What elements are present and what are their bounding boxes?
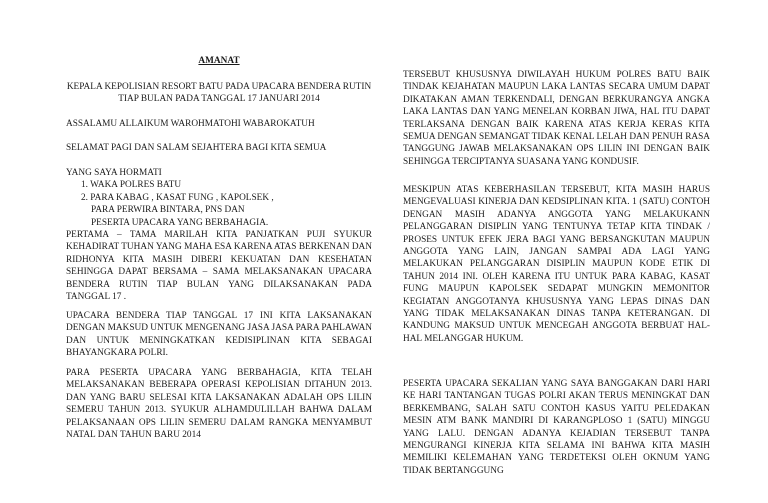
- document-title: AMANAT: [198, 56, 240, 66]
- body-paragraph: UPACARA BENDERA TIAP TANGGAL 17 INI KITA LAKSANAKAN DENGAN MAKSUD UNTUK MENGENANG JASA JASA PARA PAHLAWAN DAN UNTUK MENINGKATKAN KEDISIPLINAN KITA SEBAGAI BHAYANGKARA POLRI.: [66, 311, 372, 359]
- honorific-item: 1. WAKA POLRES BATU: [81, 180, 182, 191]
- honorific-intro: YANG SAYA HORMATI: [66, 168, 162, 178]
- body-paragraph: PARA PESERTA UPACARA YANG BERBAHAGIA, KITA TELAH MELAKSANAKAN BEBERAPA OPERASI KEPOLISIAN DITAHUN 2013. DAN YANG BARU SELESAI KITA LAKSANAKAN ADALAH OPS LILIN SEMERU TAHUN 2013. SYUKUR ALHAMDULILLAH BAHWA DALAM PELAKSANAAN OPS LILIN SEMERU DALAM RANGKA MENYAMBUT NATAL DAN TAHUN BARU 2014: [66, 368, 372, 441]
- greeting-salutation: SELAMAT PAGI DAN SALAM SEJAHTERA BAGI KITA SEMUA: [66, 143, 327, 153]
- honorific-item: PESERTA UPACARA YANG BERBAHAGIA.: [91, 217, 269, 228]
- body-paragraph: PERTAMA – TAMA MARILAH KITA PANJATKAN PUJI SYUKUR KEHADIRAT TUHAN YANG MAHA ESA KARENA ATAS BERKENAN DAN RIDHONYA KITA MASIH DIBERI KEKUATAN DAN KESEHATAN SEHINGGA DAPAT BERSAMA – SAMA MELAKSANAKAN UPACARA BENDERA RUTIN TIAP BULAN YANG DILAKSANAKAN PADA TANGGAL 17 .: [66, 230, 372, 303]
- honorific-list: [66, 167, 372, 229]
- body-paragraph: PESERTA UPACARA SEKALIAN YANG SAYA BANGGAKAN DARI HARI KE HARI TANTANGAN TUGAS POLRI AKAN TERUS MENINGKAT DAN BERKEMBANG, SALAH SATU CONTOH KASUS YAITU PELEDAKAN MESIN ATM BANK MANDIRI DI KARANGPLOSO 1 (SATU) MINGGU YANG LALU. DENGAN ADANYA KEJADIAN TERSEBUT TANPA MENGURANGI KINERJA KITA SELAMA INI BAHWA KITA MASIH MEMILIKI KELEMAHAN YANG TERDETEKSI OLEH OKNUM YANG TIDAK BERTANGGUNG: [403, 379, 710, 476]
- document-heading: KEPALA KEPOLISIAN RESORT BATU PADA UPACARA BENDERA RUTIN TIAP BULAN PADA TANGGAL 17 JANUARI 2014: [66, 82, 372, 105]
- greeting-opening: ASSALAMU ALLAIKUM WAROHMATOHI WABAROKATUH: [66, 119, 315, 129]
- honorific-item: 2. PARA KABAG , KASAT FUNG , KAPOLSEK ,: [81, 192, 274, 203]
- honorific-item: PARA PERWIRA BINTARA, PNS DAN: [91, 205, 245, 216]
- body-paragraph: MESKIPUN ATAS KEBERHASILAN TERSEBUT, KITA MASIH HARUS MENGEVALUASI KINERJA DAN KEDSIPLINAN KITA. 1 (SATU) CONTOH DENGAN MASIH ADANYA ANGGOTA YANG MELAKUKANN PELANGGARAN DISIPLIN YANG TENTUNYA TETAP KITA TINDAK / PROSES UNTUK EFEK JERA BAGI YANG BERSANGKUTAN MAUPUN ANGGOTA YANG LAIN, JANGAN SAMPAI ADA LAGI YANG MELAKUKAN PELANGGARAN DISIPLIN MAUPUN KODE ETIK DI TAHUN 2014 INI. OLEH KARENA ITU UNTUK PARA KABAG, KASAT FUNG MAUPUN KAPOLSEK SEDAPAT MUNGKIN MEMONITOR KEGIATAN ANGGOTANYA KHUSUSNYA YANG LEPAS DINAS DAN YANG TIDAK MELAKSANAKAN DINAS TANPA KETERANGAN. DI KANDUNG MAKSUD UNTUK MENCEGAH ANGGOTA BERBUAT HAL-HAL MELANGGAR HUKUM.: [403, 185, 710, 344]
- body-paragraph: TERSEBUT KHUSUSNYA DIWILAYAH HUKUM POLRES BATU BAIK TINDAK KEJAHATAN MAUPUN LAKA LANTAS SECARA UMUM DAPAT DIKATAKAN AMAN TERKENDALI, DENGAN BERKURANGYA ANGKA LAKA LANTAS DAN YANG MENELAN KORBAN JIWA, HAL ITU DAPAT TERLAKSANA DENGAN BAIK KARENA ATAS KERJA KERAS KITA SEMUA DENGAN SEMANGAT TIDAK KENAL LELAH DAN PENUH RASA TANGGUNG JAWAB MELAKSANAKAN OPS LILIN INI DENGAN BAIK SEHINGGA TERCIPTANYA SUASANA YANG KONDUSIF.: [403, 70, 710, 167]
